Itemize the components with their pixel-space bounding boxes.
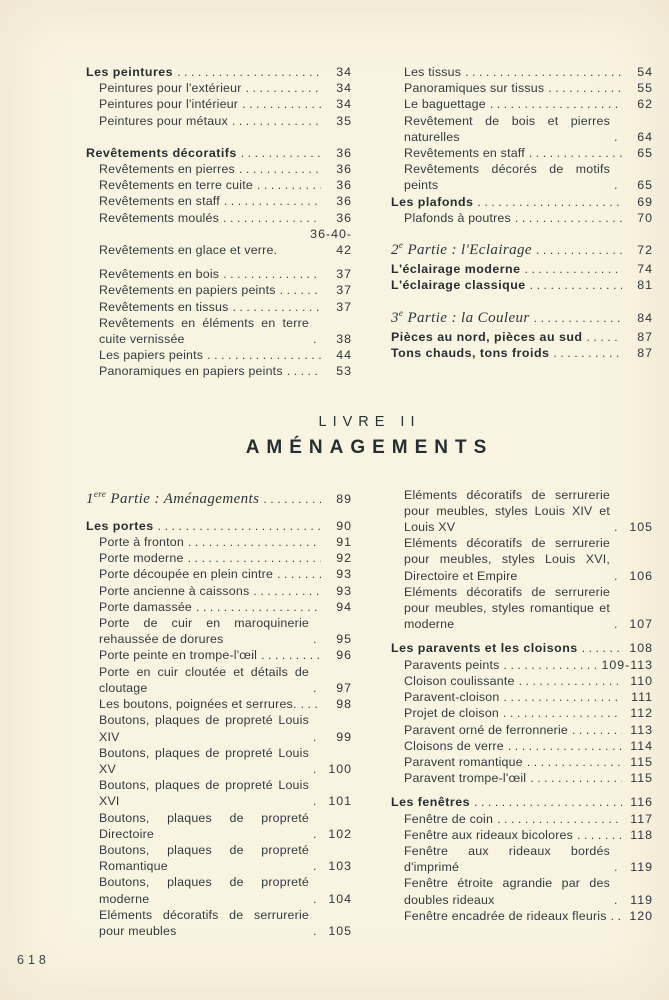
entry-label: Paravents peints	[404, 657, 500, 672]
entry-label: Boutons, plaques de propreté Romantique	[99, 842, 309, 874]
toc-entry	[391, 161, 653, 193]
toc-entry	[391, 113, 653, 145]
page-number: 53	[336, 364, 352, 379]
dot-leader	[241, 145, 321, 161]
page-number: 113	[630, 722, 653, 737]
entry-label: Fenêtre de coin	[404, 811, 494, 826]
toc-entry	[391, 657, 653, 673]
dot-leader	[246, 80, 321, 96]
page-number: 94	[336, 599, 352, 614]
livre-title: AMÉNAGEMENTS	[245, 436, 494, 458]
toc-entry	[391, 80, 653, 96]
page-number: 102	[328, 826, 352, 841]
entry-label: Revêtements en glace et verre.	[99, 243, 278, 258]
page-number: 55	[637, 81, 653, 96]
entry-label: Tons chauds, tons froids	[391, 346, 550, 361]
page-number: 91	[336, 535, 352, 550]
toc-entry	[86, 145, 352, 161]
page-number: 114	[630, 738, 653, 753]
page-number: 115	[630, 771, 653, 786]
livre-kicker: LIVRE II	[318, 413, 421, 430]
entry-label: Boutons, plaques de propreté moderne	[99, 875, 309, 906]
dot-leader	[503, 705, 622, 721]
entry-label: Cloisons de verre	[404, 738, 504, 753]
dot-leader	[474, 794, 622, 810]
toc-entry	[86, 647, 352, 663]
ordinal-superscript: e	[398, 307, 404, 318]
toc-entry	[391, 640, 653, 656]
page-number: 93	[336, 583, 352, 598]
toc-entry	[391, 261, 653, 277]
page-number: 69	[637, 194, 653, 209]
toc-entry	[86, 550, 352, 566]
toc-top-left-column	[86, 64, 352, 380]
dot-leader	[158, 518, 321, 534]
spacer	[391, 294, 653, 306]
entry-label: Les boutons, poignées et serrures.	[99, 697, 297, 712]
toc-entry	[86, 96, 352, 112]
entry-label: Porte peinte en trompe-l'œil	[99, 648, 258, 663]
page-number: 98	[336, 697, 352, 712]
page-number: 65	[637, 146, 653, 161]
page-number: 72	[637, 243, 653, 258]
page-number: 99	[336, 729, 352, 744]
dot-leader	[239, 161, 321, 177]
toc-bottom-left-column	[86, 487, 352, 939]
page-number: 111	[631, 690, 653, 705]
toc-top-right-column	[391, 64, 653, 380]
dot-leader	[534, 310, 622, 326]
toc-entry	[391, 843, 653, 875]
page-number: 65	[637, 178, 653, 193]
page-number: 104	[328, 891, 352, 906]
toc-entry	[86, 113, 352, 129]
entry-label: Revêtements en pierres	[99, 162, 235, 177]
dot-leader	[233, 299, 321, 315]
toc-entry	[86, 615, 352, 647]
page-number: 105	[328, 923, 352, 938]
entry-label: Porte en cuir cloutée et détails de cloutage	[99, 664, 309, 695]
toc-entry	[86, 193, 352, 209]
toc-entry	[391, 307, 653, 326]
toc-entry	[86, 80, 352, 96]
dot-leader	[465, 64, 622, 80]
spacer	[86, 258, 352, 266]
page-number: 70	[637, 210, 653, 225]
toc-entry	[86, 347, 352, 363]
toc-entry	[86, 583, 352, 599]
dot-leader	[548, 80, 622, 96]
spacer	[391, 226, 653, 238]
toc-entry	[391, 329, 653, 345]
page-number: 120	[629, 908, 653, 923]
toc-entry	[86, 518, 352, 534]
toc-entry	[391, 705, 653, 721]
dot-leader	[497, 811, 622, 827]
page-number: 34	[336, 97, 352, 112]
page-number: 96	[336, 648, 352, 663]
toc-entry	[86, 599, 352, 615]
dot-leader	[301, 696, 321, 712]
dot-leader	[490, 96, 622, 112]
toc-entry	[86, 696, 352, 712]
dot-leader	[280, 282, 321, 298]
toc-entry	[391, 535, 653, 584]
toc-entry	[391, 908, 653, 924]
spacer	[86, 129, 352, 145]
dot-leader	[261, 647, 321, 663]
entry-label: 1ere Partie : Aménagements	[86, 488, 260, 507]
dot-leader	[614, 616, 622, 632]
dot-leader	[253, 583, 321, 599]
page-number: 74	[637, 262, 653, 277]
toc-entry	[391, 738, 653, 754]
dot-leader	[257, 177, 321, 193]
dot-leader	[529, 145, 622, 161]
toc-entry	[86, 161, 352, 177]
entry-label: Les plafonds	[391, 194, 474, 209]
ordinal-superscript: e	[398, 240, 404, 251]
toc-entry	[86, 712, 352, 744]
toc-entry	[86, 315, 352, 347]
page-number: 35	[336, 113, 352, 128]
entry-label: Paravent-cloison	[404, 690, 500, 705]
toc-entry	[86, 177, 352, 193]
page-number: 89	[336, 491, 352, 506]
dot-leader	[614, 519, 622, 535]
entry-label: Projet de cloison	[404, 706, 500, 721]
page-number: 34	[336, 65, 352, 79]
dot-leader	[287, 363, 321, 379]
dot-leader	[504, 657, 597, 673]
toc-entry	[86, 745, 352, 777]
page-number: 38	[336, 332, 352, 347]
page-number: 119	[630, 892, 653, 907]
page-number: 36	[336, 162, 352, 177]
page-number: 37	[336, 283, 352, 298]
dot-leader	[530, 770, 622, 786]
entry-label: Revêtement de bois et pierres naturelles	[404, 113, 610, 144]
entry-label: Revêtements en tissus	[99, 299, 229, 314]
toc-top-section	[86, 64, 653, 380]
dot-leader	[313, 923, 321, 939]
page-number: 93	[336, 567, 352, 582]
entry-label: Paravent trompe-l'œil	[404, 771, 527, 786]
toc-entry	[391, 794, 653, 810]
toc-entry	[86, 810, 352, 842]
page-number: 97	[336, 680, 352, 695]
entry-label: Revêtements en staff	[99, 194, 220, 209]
toc-entry	[86, 266, 352, 282]
ordinal-superscript: ere	[93, 488, 107, 499]
page-number: 101	[328, 794, 352, 809]
entry-label: Revêtements moulés	[99, 210, 219, 225]
entry-label: Eléments décoratifs de serrurerie pour meubles, styles Louis XIV et Louis XV	[404, 487, 610, 535]
page-number: 110	[630, 673, 653, 688]
dot-leader	[572, 722, 622, 738]
entry-label: Eléments décoratifs de serrurerie pour meubles, styles Louis XVI, Directoire et Empire	[404, 536, 610, 583]
entry-label: Peintures pour métaux	[99, 113, 228, 128]
toc-entry	[391, 194, 653, 210]
dot-leader	[577, 827, 622, 843]
toc-entry	[391, 754, 653, 770]
page-number: 37	[336, 299, 352, 314]
entry-label: Fenêtre aux rideaux bordés d'imprimé	[404, 843, 610, 875]
entry-label: Porte moderne	[99, 551, 184, 566]
spacer	[391, 786, 653, 794]
page-number: 119	[630, 860, 653, 875]
toc-entry	[86, 777, 352, 809]
entry-label: Fenêtre aux rideaux bicolores	[404, 827, 574, 842]
toc-entry	[391, 242, 653, 258]
entry-label: Porte damassée	[99, 599, 193, 614]
page-number: 103	[328, 859, 352, 874]
entry-label: Boutons, plaques de propreté Louis XVI	[99, 778, 309, 809]
dot-leader	[188, 534, 321, 550]
entry-label: Les tissus	[404, 65, 462, 79]
toc-entry	[391, 64, 653, 80]
toc-entry	[391, 96, 653, 112]
dot-leader	[188, 550, 321, 566]
dot-leader	[519, 673, 622, 689]
entry-label: Eléments décoratifs de serrurerie pour meubles	[99, 907, 309, 938]
entry-label: Fenêtre encadrée de rideaux fleuris	[404, 908, 607, 923]
dot-leader	[614, 892, 622, 908]
toc-entry	[391, 811, 653, 827]
page-number: 81	[637, 278, 653, 293]
toc-entry	[86, 64, 352, 80]
entry-label: Revêtements en staff	[404, 146, 525, 161]
entry-label: Peintures pour l'extérieur	[99, 81, 242, 96]
entry-label: Boutons, plaques de propreté Directoire	[99, 810, 309, 841]
dot-leader	[313, 826, 321, 842]
entry-label: Paravent orné de ferronnerie	[404, 722, 569, 737]
dot-leader	[515, 210, 622, 226]
toc-entry	[391, 673, 653, 689]
page-number: 37	[336, 267, 352, 282]
book-heading	[86, 414, 653, 459]
dot-leader	[582, 640, 622, 656]
entry-label: 2e Partie : l'Eclairage	[391, 240, 532, 259]
entry-label: Revêtements en éléments en terre cuite vernissée	[99, 315, 309, 347]
page-number: 117	[630, 811, 653, 826]
entry-label: Paravent romantique	[404, 754, 523, 769]
entry-label: Revêtements décoratifs	[86, 145, 237, 160]
dot-leader	[614, 177, 622, 193]
page-number: 36-40-42	[310, 226, 352, 258]
page-number: 105	[629, 520, 653, 535]
toc-entry	[391, 827, 653, 843]
page-number: 116	[630, 795, 653, 810]
page-number: 64	[637, 129, 653, 144]
entry-label: Le baguettage	[404, 97, 486, 112]
entry-label: Porte ancienne à caissons	[99, 583, 250, 598]
page-number: 118	[630, 827, 653, 842]
toc-entry	[391, 584, 653, 633]
toc-entry	[86, 907, 352, 939]
entry-label: L'éclairage moderne	[391, 262, 521, 277]
page-number: 107	[629, 617, 653, 632]
page-number: 87	[637, 329, 653, 344]
page-number: 87	[637, 346, 653, 361]
entry-label: 3e Partie : la Couleur	[391, 307, 530, 326]
toc-entry	[391, 770, 653, 786]
page-number: 106	[629, 568, 653, 583]
dot-leader	[536, 242, 622, 258]
toc-entry	[86, 226, 352, 258]
toc-entry	[86, 282, 352, 298]
entry-label: Revêtements en terre cuite	[99, 178, 253, 193]
entry-label: Les portes	[86, 518, 154, 533]
toc-entry	[391, 689, 653, 705]
page-number: 109-113	[601, 657, 653, 672]
toc-bottom-section	[86, 487, 653, 939]
page-number: 84	[637, 310, 653, 325]
entry-label: Panoramiques sur tissus	[404, 81, 545, 96]
spacer	[391, 632, 653, 640]
dot-leader	[313, 631, 321, 647]
page-number: 100	[328, 761, 352, 776]
folio-page-number: 618	[17, 953, 50, 967]
dot-leader	[223, 210, 321, 226]
dot-leader	[530, 277, 622, 293]
page-number: 108	[629, 641, 653, 656]
entry-label: Porte découpée en plein cintre	[99, 567, 274, 582]
entry-label: Porte de cuir en maroquinerie rehaussée de dorures	[99, 616, 309, 647]
dot-leader	[525, 261, 622, 277]
dot-leader	[313, 331, 321, 347]
dot-leader	[313, 891, 321, 907]
dot-leader	[263, 491, 321, 507]
dot-leader	[313, 729, 321, 745]
entry-label: L'éclairage classique	[391, 278, 526, 293]
toc-entry	[86, 210, 352, 226]
toc-entry	[391, 487, 653, 536]
spacer	[86, 510, 352, 518]
page-number: 36	[336, 145, 352, 160]
dot-leader	[508, 738, 622, 754]
dot-leader	[586, 329, 622, 345]
page-number: 34	[336, 81, 352, 96]
entry-label: Les fenêtres	[391, 795, 471, 810]
entry-label: Eléments décoratifs de serrurerie pour meubles, styles romantique et moderne	[404, 584, 610, 632]
entry-label: Les paravents et les cloisons	[391, 641, 578, 656]
dot-leader	[313, 858, 321, 874]
dot-leader	[611, 908, 622, 924]
entry-label: Revêtements décorés de motifs peints	[404, 162, 610, 193]
page-content	[86, 64, 653, 939]
dot-leader	[277, 566, 321, 582]
entry-label: Panoramiques en papiers peints	[99, 364, 283, 379]
dot-leader	[527, 754, 622, 770]
entry-label: Boutons, plaques de propreté Louis XIV	[99, 713, 309, 744]
toc-entry	[86, 299, 352, 315]
page-number: 54	[637, 65, 653, 79]
entry-label: Les peintures	[86, 65, 174, 79]
entry-label: Revêtements en papiers peints	[99, 283, 276, 298]
dot-leader	[242, 96, 321, 112]
toc-entry	[391, 875, 653, 907]
page-number: 92	[336, 551, 352, 566]
toc-entry	[86, 488, 352, 507]
entry-label: Fenêtre étroite agrandie par des doubles rideaux	[404, 876, 610, 907]
dot-leader	[223, 266, 321, 282]
entry-label: Revêtements en bois	[99, 267, 220, 282]
toc-entry	[391, 210, 653, 226]
dot-leader	[224, 193, 321, 209]
page-number: 90	[336, 518, 352, 533]
dot-leader	[614, 129, 622, 145]
toc-entry	[391, 145, 653, 161]
toc-entry	[86, 664, 352, 696]
toc-entry	[391, 345, 653, 361]
entry-label: Les papiers peints	[99, 348, 204, 363]
dot-leader	[313, 680, 321, 696]
dot-leader	[232, 113, 321, 129]
dot-leader	[614, 568, 622, 584]
dot-leader	[177, 64, 321, 80]
dot-leader	[313, 793, 321, 809]
entry-label: Peintures pour l'intérieur	[99, 97, 239, 112]
dot-leader	[614, 859, 622, 875]
toc-entry	[86, 874, 352, 906]
dot-leader	[553, 345, 622, 361]
entry-label: Boutons, plaques de propreté Louis XV	[99, 745, 309, 776]
page-number: 62	[637, 97, 653, 112]
page-number: 112	[630, 706, 653, 721]
toc-bottom-right-column	[391, 487, 653, 939]
toc-entry	[86, 566, 352, 582]
entry-label: Cloison coulissante	[404, 673, 515, 688]
page-number: 36	[336, 194, 352, 209]
entry-label: Plafonds à poutres	[404, 210, 511, 225]
toc-entry	[391, 277, 653, 293]
entry-label: Porte à fronton	[99, 535, 184, 550]
page-number: 36	[336, 178, 352, 193]
toc-entry	[86, 534, 352, 550]
page-number: 115	[630, 754, 653, 769]
dot-leader	[196, 599, 321, 615]
page-number: 95	[336, 632, 352, 647]
toc-entry	[86, 842, 352, 874]
dot-leader	[477, 194, 622, 210]
dot-leader	[313, 761, 321, 777]
page-number: 36	[336, 210, 352, 225]
dot-leader	[504, 689, 623, 705]
toc-entry	[86, 363, 352, 379]
page-number: 44	[336, 348, 352, 363]
toc-entry	[391, 722, 653, 738]
entry-label: Pièces au nord, pièces au sud	[391, 329, 583, 344]
dot-leader	[207, 347, 321, 363]
